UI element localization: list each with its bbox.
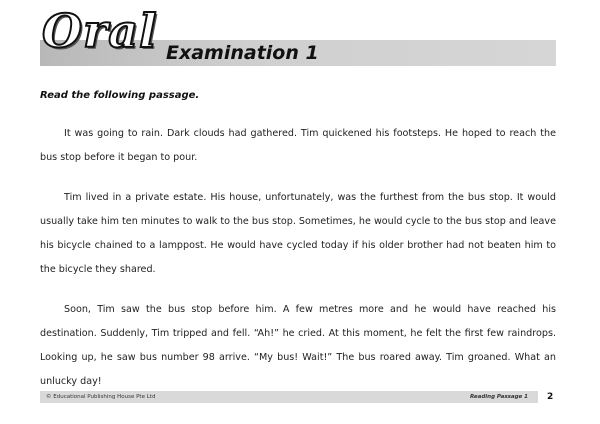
passage-paragraph-1: It was going to rain. Dark clouds had gathered. Tim quickened his footsteps. He hoped to reach the bus stop before it began to pour. bbox=[40, 128, 556, 163]
page-number: 2 bbox=[547, 392, 554, 402]
footer-section-label: Reading Passage 1 bbox=[469, 394, 528, 400]
passage-paragraph-3: Soon, Tim saw the bus stop before him. A few metres more and he would have reached his destination. Suddenly, Tim tripped and fell. “Ah!” he cried. At this moment, he felt the first few raindrops. Looking up, he saw bus number 98 arrive. “My bus! Wait!” The bus roared away. Tim groaned. What an unlucky day! bbox=[40, 304, 556, 387]
instruction-text: Read the following passage. bbox=[40, 90, 200, 101]
footer-copyright: © Educational Publishing House Pte Ltd bbox=[46, 394, 156, 400]
examination-title: Examination 1 bbox=[166, 42, 319, 64]
oral-title-logo: Oral bbox=[42, 4, 158, 58]
passage-paragraph-2: Tim lived in a private estate. His house, unfortunately, was the furthest from the bus stop. It would usually take him ten minutes to walk to the bus stop. Sometimes, he would cycle to the bus stop and leave his bicycle chained to a lamppost. He would have cycled today if his older brother had not beaten him to the bicycle they shared. bbox=[40, 192, 556, 275]
